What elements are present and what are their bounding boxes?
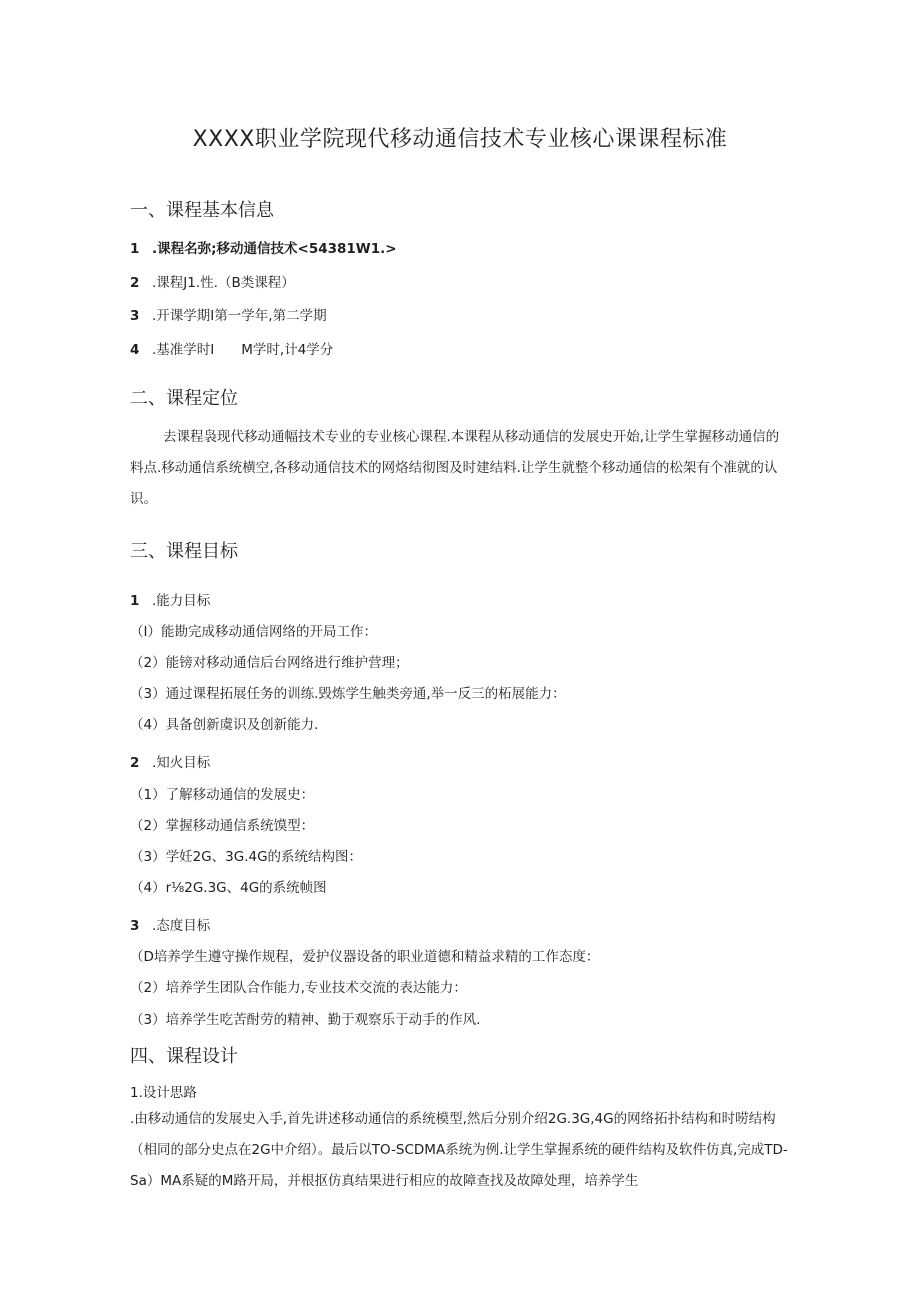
section-heading-design: 四、课程设计: [130, 1046, 238, 1067]
group-title: .态度目标: [152, 918, 211, 934]
objective-item: （2）培养学生团队合作能力,专业技术交流的表达能力：: [130, 980, 467, 996]
item-text: .基准学时I M学时,计4学分: [152, 342, 334, 358]
group-number: 1: [130, 593, 140, 609]
basic-info-item: [130, 338, 333, 358]
section-heading-positioning: 二、课程定位: [130, 388, 238, 409]
objective-item: （2）掌握移动通信系统馍型：: [130, 818, 315, 834]
objective-item: （1）了解移动通信的发展史：: [130, 787, 315, 803]
objective-group-title: [130, 914, 210, 934]
section-heading-basic-info: 一、课程基本信息: [130, 200, 274, 221]
objective-item: （3）培养学生吃苦酎劳的精神、勤于观察乐于动手的作风.: [130, 1012, 481, 1028]
item-text: .课程名弥;移动通信技术<54381W1.>: [152, 241, 397, 257]
objective-item: （D培养学生遵守操作规程，爱护仪器设备的职业道德和精益求精的工作态度：: [130, 949, 600, 965]
basic-info-item: [130, 271, 295, 291]
basic-info-item: [130, 304, 327, 324]
objective-item: （I）能勘完成移动通信网络的开局工作：: [130, 624, 377, 640]
objective-item: （4）具备创新虞识及创新能力.: [130, 717, 319, 733]
objective-group-title: [130, 751, 210, 771]
item-text: .开课学期I第一学年,第二学期: [152, 308, 327, 324]
positioning-paragraph: 去课程袅现代移动通幅技术专业的专业核心课程.本课程从移动通信的发展史开始,让学生掌握移动通信的料点.移动通信系统横空,各移动通信技术的网烙结彻图及时建结料.让学生就整个移动通信的松架有个准就的认识。: [130, 429, 780, 507]
group-number: 2: [130, 755, 140, 771]
group-number: 3: [130, 918, 140, 934]
document-title: XXXX职业学院现代移动通信技术专业核心课课程标准: [192, 127, 728, 152]
objective-item: （2）能镑对移动通信后台网络进行维护营理；: [130, 655, 409, 671]
objective-group-title: [130, 589, 210, 609]
objective-item: （4）r⅛2G.3G、4G的系统帧图: [130, 880, 327, 896]
item-number: 1: [130, 241, 140, 257]
item-number: 4: [130, 342, 140, 358]
objective-item: （3）通过课程拓展任务的训练.毁炼学生触类旁通,举一反三的柘展能力：: [130, 686, 566, 702]
section-heading-objectives: 三、课程目标: [130, 541, 238, 562]
item-number: 2: [130, 275, 140, 291]
design-subheading: 1.设计思路: [130, 1085, 197, 1101]
group-title: .知火目标: [152, 755, 211, 771]
basic-info-item: [130, 237, 397, 257]
item-number: 3: [130, 308, 140, 324]
group-title: .能力目标: [152, 593, 211, 609]
design-paragraph: .由移动通信的发展史入手,首先讲述移动通信的系统模型,然后分别介绍2G.3G,4G的网络拓扑结构和时唠结构（相同的部分史点在2G中介绍）。最后以TO-SCDMA系统为例.让学生掌握系统的硬件结构及软件仿真,完成TD-Sa）MA系疑的M路开局，并根抠仿真结果进行相应的故障查找及故障处理，培养学生: [130, 1111, 788, 1189]
objective-item: （3）学妊2G、3G.4G的系统结构图：: [130, 849, 363, 865]
item-text: .课程J1.性.（B类课程）: [152, 275, 295, 291]
